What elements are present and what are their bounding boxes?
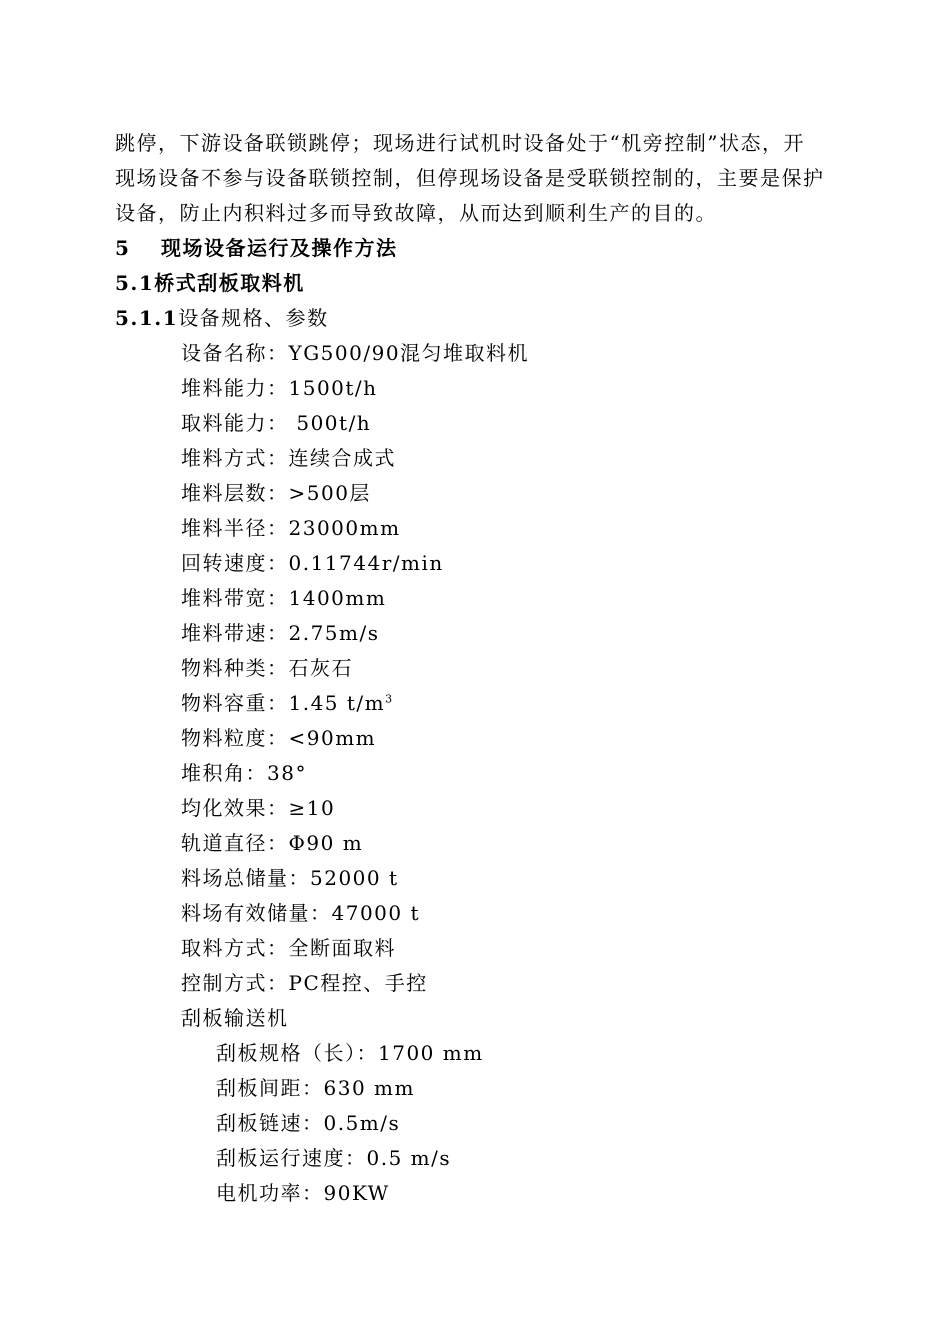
spec-value: 1400mm	[288, 586, 387, 610]
paragraph-line: 现场设备不参与设备联锁控制，但停现场设备是受联锁控制的，主要是保护	[115, 166, 825, 190]
spec-label: 刮板间距：	[216, 1076, 324, 1100]
spec-row	[115, 1176, 855, 1211]
spec-label: 料场有效储量：	[181, 901, 332, 925]
spec-label: 轨道直径：	[181, 831, 289, 855]
spec-label: 取料方式：	[181, 936, 289, 960]
spec-row	[115, 476, 855, 511]
spec-value: 1700 mm	[378, 1041, 484, 1065]
spec-row	[115, 791, 855, 826]
spec-row	[115, 1036, 855, 1071]
spec-row	[115, 581, 855, 616]
spec-label: 料场总储量：	[181, 866, 310, 890]
spec-label: 堆料带宽：	[181, 586, 289, 610]
spec-row	[115, 546, 855, 581]
spec-value: PC程控、手控	[288, 971, 428, 995]
spec-row	[115, 441, 855, 476]
spec-label: 物料粒度：	[181, 726, 289, 750]
spec-label: 均化效果：	[181, 796, 289, 820]
spec-label: 物料容重：	[181, 691, 289, 715]
spec-value: 全断面取料	[288, 936, 396, 960]
spec-value: 52000 t	[310, 866, 399, 890]
paragraph-line: 设备，防止内积料过多而导致故障，从而达到顺利生产的目的。	[115, 201, 717, 225]
spec-value: 90KW	[323, 1181, 390, 1205]
spec-label: 刮板运行速度：	[216, 1146, 367, 1170]
section-heading-5	[115, 231, 855, 266]
spec-row	[115, 511, 855, 546]
spec-value: 630 mm	[323, 1076, 415, 1100]
spec-value: 500t/h	[288, 411, 372, 435]
spec-value: 0.5m/s	[323, 1111, 401, 1135]
spec-row	[115, 686, 855, 721]
spec-row	[115, 966, 855, 1001]
spec-value: 2.75m/s	[288, 621, 380, 645]
spec-row	[115, 1106, 855, 1141]
spec-row	[115, 1141, 855, 1176]
spec-label: 刮板规格（长）：	[216, 1041, 378, 1065]
section-title: 现场设备运行及操作方法	[161, 236, 398, 260]
spec-value: 0.11744r/min	[288, 551, 444, 575]
spec-label: 设备名称：	[181, 341, 289, 365]
spec-label: 堆积角：	[181, 761, 267, 785]
spec-row	[115, 721, 855, 756]
section-number: 5	[115, 236, 131, 260]
spec-row	[115, 406, 855, 441]
document-content	[115, 126, 855, 1211]
spec-value: <90mm	[288, 726, 377, 750]
spec-row	[115, 931, 855, 966]
section-title: 设备规格、参数	[178, 306, 329, 330]
spec-value: 38°	[267, 761, 307, 785]
spec-label: 物料种类：	[181, 656, 289, 680]
spec-row	[115, 861, 855, 896]
spec-label: 控制方式：	[181, 971, 289, 995]
spec-row	[115, 1071, 855, 1106]
spec-row	[115, 651, 855, 686]
spec-label: 刮板链速：	[216, 1111, 324, 1135]
spec-value: 石灰石	[288, 656, 353, 680]
spec-row	[115, 336, 855, 371]
spec-label: 堆料层数：	[181, 481, 289, 505]
spec-value: 47000 t	[331, 901, 421, 925]
spec-label: 堆料半径：	[181, 516, 289, 540]
scraper-title: 刮板输送机	[181, 1006, 289, 1030]
spec-value: 23000mm	[288, 516, 401, 540]
spec-value: >500层	[288, 481, 371, 505]
section-number: 5.1.1	[115, 306, 179, 330]
spec-label: 取料能力：	[181, 411, 289, 435]
spec-row	[115, 616, 855, 651]
spec-value: 0.5 m/s	[366, 1146, 452, 1170]
spec-value: ≥10	[288, 796, 336, 820]
spec-row	[115, 371, 855, 406]
spec-value-superscript: 3	[385, 692, 394, 706]
spec-label: 电机功率：	[216, 1181, 324, 1205]
spec-value: Φ90 m	[288, 831, 364, 855]
spec-value: 1.45 t/m	[288, 691, 386, 715]
spec-row	[115, 826, 855, 861]
spec-value: YG500/90混匀堆取料机	[288, 341, 530, 365]
spec-label: 回转速度：	[181, 551, 289, 575]
spec-row	[115, 896, 855, 931]
spec-label: 堆料能力：	[181, 376, 289, 400]
spec-list	[115, 336, 855, 1001]
scraper-spec-list	[115, 1036, 855, 1211]
spec-row	[115, 756, 855, 791]
spec-label: 堆料方式：	[181, 446, 289, 470]
spec-value: 连续合成式	[288, 446, 396, 470]
paragraph-line: 跳停，下游设备联锁跳停；现场进行试机时设备处于“机旁控制”状态，开	[115, 131, 805, 155]
section-heading-5-1-1	[115, 301, 855, 336]
section-heading-5-1: 5.1桥式刮板取料机	[115, 271, 305, 295]
spec-value: 1500t/h	[288, 376, 378, 400]
spec-label: 堆料带速：	[181, 621, 289, 645]
